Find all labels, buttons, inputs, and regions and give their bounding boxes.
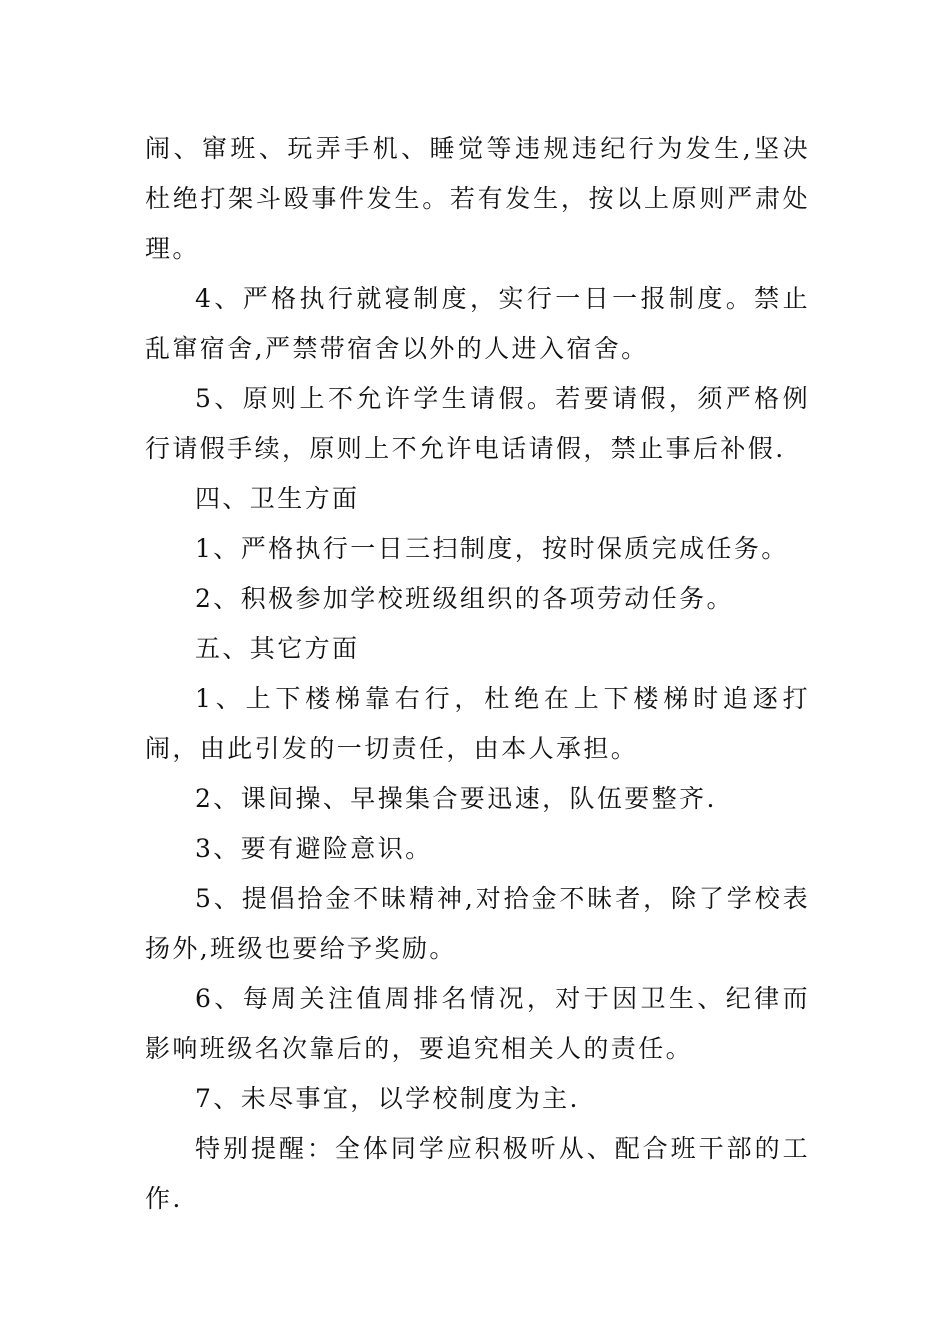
paragraph-other-3: 3、要有避险意识。 xyxy=(195,834,433,863)
paragraph-other-5: 5、提倡拾金不昧精神,对拾金不昧者，除了学校表扬外,班级也要给予奖励。 xyxy=(145,884,810,963)
document-body xyxy=(145,124,810,1224)
paragraph-other-7: 7、未尽事宜，以学校制度为主. xyxy=(195,1084,580,1113)
paragraph-rule-4: 4、严格执行就寝制度，实行一日一报制度。禁止乱窜宿舍,严禁带宿舍以外的人进入宿舍。 xyxy=(145,284,810,363)
paragraph-hygiene-2: 2、积极参加学校班级组织的各项劳动任务。 xyxy=(195,584,734,613)
section-heading-hygiene: 四、卫生方面 xyxy=(195,484,360,513)
paragraph-other-6: 6、每周关注值周排名情况，对于因卫生、纪律而影响班级名次靠后的，要追究相关人的责任。 xyxy=(145,984,810,1063)
paragraph-rule-5: 5、原则上不允许学生请假。若要请假，须严格例行请假手续，原则上不允许电话请假，禁止事后补假. xyxy=(145,384,810,463)
paragraph-other-2: 2、课间操、早操集合要迅速，队伍要整齐. xyxy=(195,784,717,813)
section-heading-other: 五、其它方面 xyxy=(195,634,360,663)
paragraph-hygiene-1: 1、严格执行一日三扫制度，按时保质完成任务。 xyxy=(195,534,789,563)
paragraph-continuation: 闹、窜班、玩弄手机、睡觉等违规违纪行为发生,坚决杜绝打架斗殴事件发生。若有发生，按以上原则严肃处理。 xyxy=(145,134,810,263)
paragraph-special-reminder: 特别提醒：全体同学应积极听从、配合班干部的工作. xyxy=(145,1134,810,1213)
paragraph-other-1: 1、上下楼梯靠右行，杜绝在上下楼梯时追逐打闹，由此引发的一切责任，由本人承担。 xyxy=(145,684,810,763)
